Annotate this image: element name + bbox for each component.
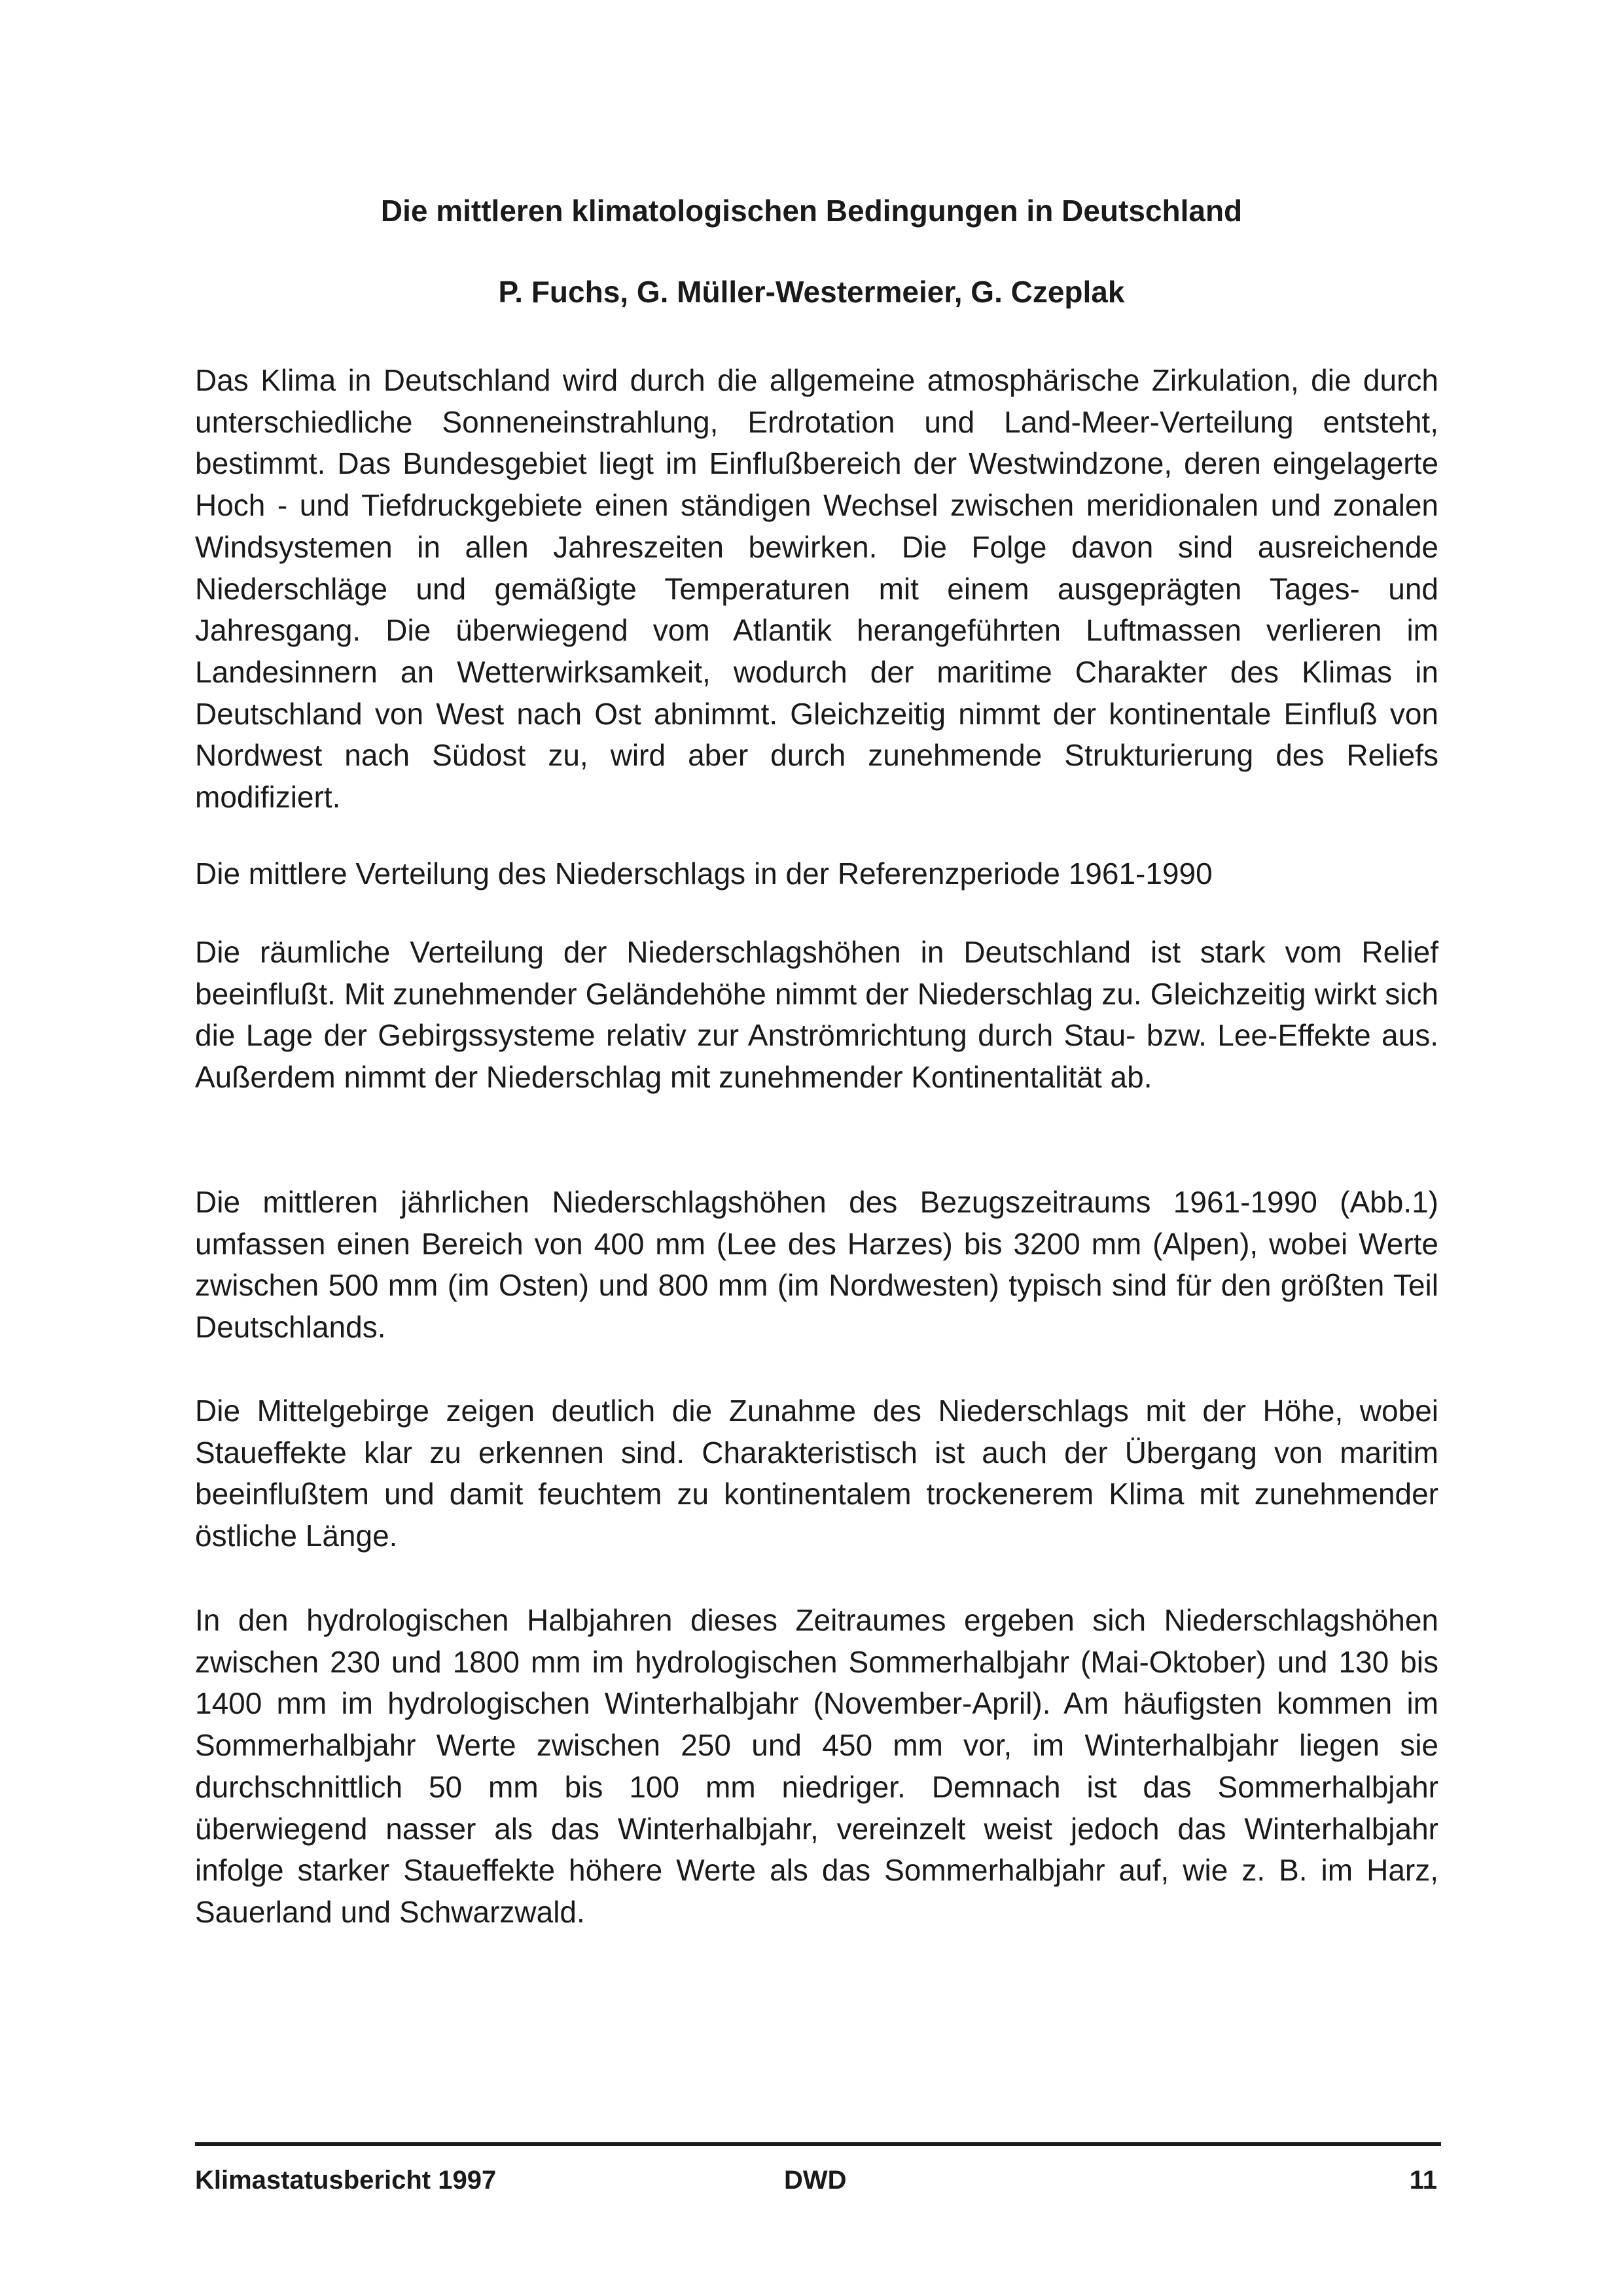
body-paragraph-hydrological-halfyears: In den hydrologischen Halbjahren dieses Zeitraumes ergeben sich Niederschlagshöhen zwischen 230 und 1800 mm im hydrologischen Sommerhalbjahr (Mai-Oktober) und 130 bis 1400 mm im hydrologischen Winterhalbjahr (November-April). Am häufigsten kommen im Sommerhalbjahr Werte zwischen 250 und 450 mm vor, im Winterhalbjahr liegen sie durchschnittlich 50 mm bis 100 mm niedriger. Demnach ist das Sommerhalbjahr überwiegend nasser als das Winterhalbjahr, vereinzelt weist jedoch das Winterhalbjahr infolge starker Staueffekte höhere Werte als das Sommerhalbjahr auf, wie z. B. im Harz, Sauerland und Schwarzwald. xyxy=(195,1603,1438,1929)
page-number: 11 xyxy=(1409,2166,1437,2195)
footer-report-title: Klimastatusbericht 1997 xyxy=(195,2166,497,2195)
body-paragraph-intro: Das Klima in Deutschland wird durch die allgemeine atmosphärische Zirkulation, die durch unterschiedliche Sonneneinstrahlung, Erdrotation und Land-Meer-Verteilung entsteht, bestimmt. Das Bundesgebiet liegt im Einflußbereich der Westwindzone, deren eingelagerte Hoch - und Tiefdruckgebiete einen ständigen Wechsel zwischen meridionalen und zonalen Windsystemen in allen Jahreszeiten bewirken. Die Folge davon sind ausreichende Niederschläge und gemäßigte Temperaturen mit einem ausgeprägten Tages- und Jahresgang. Die überwiegend vom Atlantik herangeführten Luftmassen verlieren im Landesinnern an Wetterwirksamkeit, wodurch der maritime Charakter des Klimas in Deutschland von West nach Ost abnimmt. Gleichzeitig nimmt der kontinentale Einfluß von Nordwest nach Südost zu, wird aber durch zunehmende Strukturierung des Reliefs modifiziert. xyxy=(195,363,1438,815)
document-authors: P. Fuchs, G. Müller-Westermeier, G. Czeplak xyxy=(498,275,1125,309)
body-paragraph-annual-precipitation: Die mittleren jährlichen Niederschlagshöhen des Bezugszeitraums 1961-1990 (Abb.1) umfassen einen Bereich von 400 mm (Lee des Harzes) bis 3200 mm (Alpen), wobei Werte zwischen 500 mm (im Osten) und 800 mm (im Nordwesten) typisch sind für den größten Teil Deutschlands. xyxy=(195,1185,1438,1345)
section-heading: Die mittlere Verteilung des Niederschlags in der Referenzperiode 1961-1990 xyxy=(195,857,1213,891)
footer-divider xyxy=(195,2142,1441,2146)
body-paragraph-mountains: Die Mittelgebirge zeigen deutlich die Zunahme des Niederschlags mit der Höhe, wobei Staueffekte klar zu erkennen sind. Charakteristisch ist auch der Übergang von maritim beeinflußtem und damit feuchtem zu kontinentalem trockenerem Klima mit zunehmender östliche Länge. xyxy=(195,1394,1438,1553)
document-title: Die mittleren klimatologischen Bedingungen in Deutschland xyxy=(380,194,1243,228)
footer-publisher: DWD xyxy=(784,2166,847,2195)
body-paragraph-relief: Die räumliche Verteilung der Niederschlagshöhen in Deutschland ist stark vom Relief beeinflußt. Mit zunehmender Geländehöhe nimmt der Niederschlag zu. Gleichzeitig wirkt sich die Lage der Gebirgssysteme relativ zur Anströmrichtung durch Stau- bzw. Lee-Effekte aus. Außerdem nimmt der Niederschlag mit zunehmender Kontinentalität ab. xyxy=(195,935,1438,1095)
